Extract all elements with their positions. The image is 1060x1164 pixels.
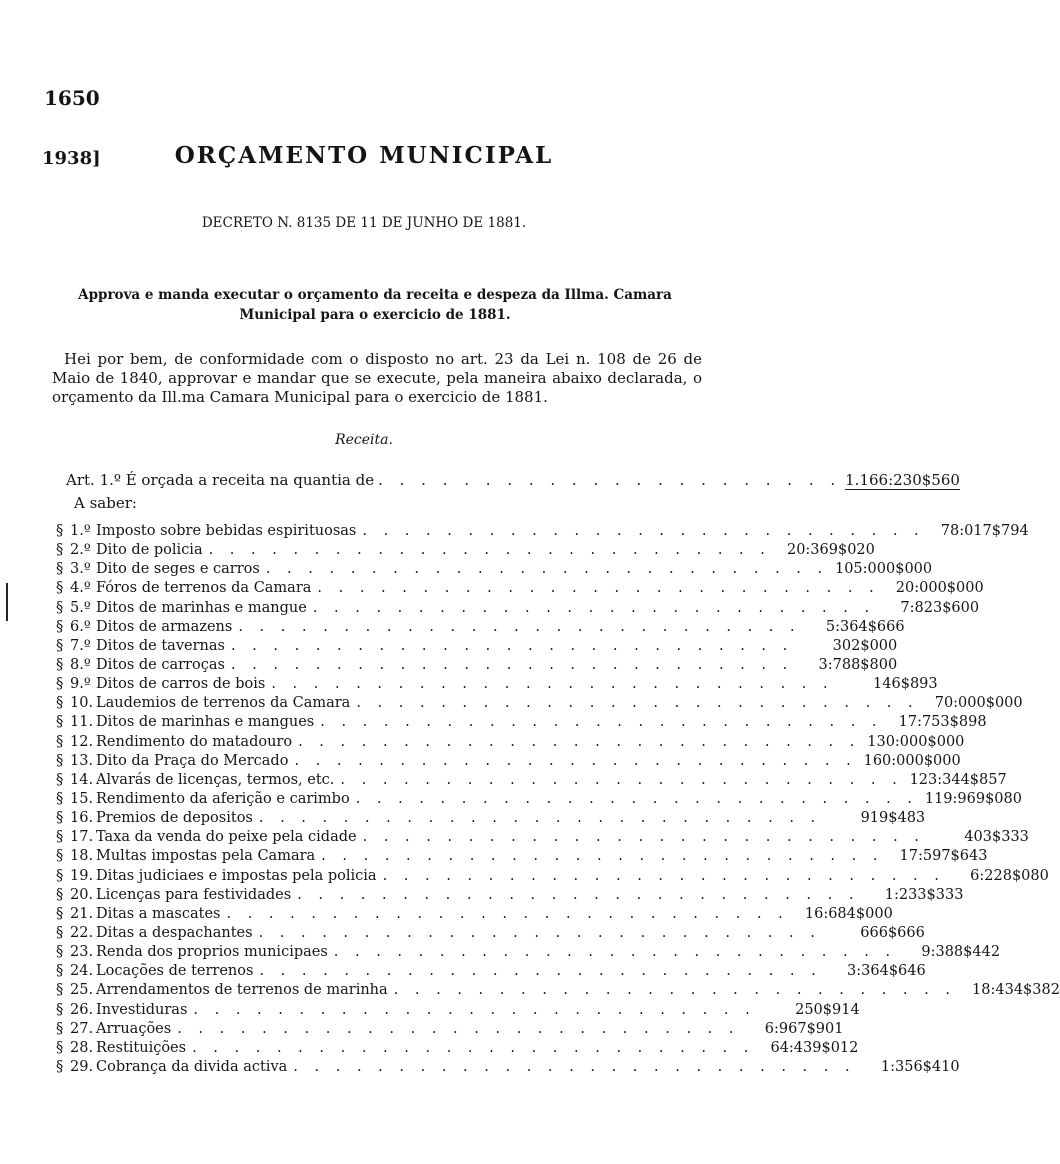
leader-dots: . . . . . . . . . . . . . . . . . . . . . . . . . . . — [265, 561, 829, 578]
section-sign-icon: § — [56, 1001, 64, 1018]
item-number: 23. — [70, 944, 94, 961]
revenue-item-row — [56, 886, 964, 905]
item-label: Multas impostas pela Camara — [96, 848, 316, 865]
revenue-item-row — [56, 1001, 860, 1020]
item-number: 22. — [70, 924, 94, 941]
item-value: 919$483 — [860, 810, 926, 827]
item-number: 12. — [70, 733, 94, 750]
item-number: 18. — [70, 848, 94, 865]
item-value: 9:388$442 — [921, 944, 1001, 961]
decree-heading: DECRETO N. 8135 DE 11 DE JUNHO DE 1881. — [201, 215, 527, 231]
section-sign-icon: § — [56, 599, 64, 616]
revenue-item-row — [56, 522, 1029, 541]
item-number: 25. — [70, 982, 94, 999]
item-label: Restituições — [96, 1039, 187, 1056]
item-number: 21. — [70, 905, 94, 922]
revenue-item-row — [56, 599, 980, 618]
section-sign-icon: § — [56, 542, 64, 559]
revenue-item-row — [56, 847, 988, 866]
item-number: 9.º — [70, 676, 91, 693]
section-sign-icon: § — [56, 656, 64, 673]
leader-dots: . . . . . . . . . . . . . . . . . . . . . . . . . . . — [362, 829, 925, 846]
item-label: Alvarás de licenças, termos, etc. — [96, 771, 335, 788]
leader-dots: . . . . . . . . . . . . . . . . . . . . . . . . . . . — [230, 637, 794, 654]
item-value: 70:000$000 — [934, 695, 1023, 712]
item-number: 20. — [70, 886, 94, 903]
leader-dots: . . . . . . . . . . . . . . . . . . . . . . . . . . . — [312, 599, 876, 616]
section-title: Receita. — [335, 432, 393, 448]
section-sign-icon: § — [56, 561, 64, 578]
item-value: 7:823$600 — [900, 599, 980, 616]
item-label: Ditos de armazens — [96, 618, 233, 635]
section-sign-icon: § — [56, 1058, 64, 1075]
item-value: 666$666 — [860, 924, 925, 941]
revenue-item-row — [56, 618, 905, 637]
section-sign-icon: § — [56, 944, 64, 961]
revenue-item-row — [56, 1020, 844, 1039]
revenue-item-row — [56, 809, 926, 828]
leader-dots: . . . . . . . . . . . . . . . . . . . . . . . . . . . — [230, 656, 794, 673]
leader-dots: . . . . . . . . . . . . . . . . . . . . . . . . . . . — [382, 867, 945, 884]
item-value: 130:000$000 — [867, 733, 965, 750]
leader-dots: . . . . . . . . . . . . . . . . . . . . . . . . . . . — [317, 580, 880, 597]
item-label: Dito da Praça do Mercado — [96, 752, 289, 769]
section-sign-icon: § — [56, 523, 64, 539]
item-number: 4.º — [70, 580, 91, 597]
section-sign-icon: § — [56, 982, 64, 999]
revenue-item-row — [56, 943, 1001, 962]
leader-dots: . . . . . . . . . . . . . . . . . . . . . . . . . . . — [177, 1020, 740, 1037]
page-number: 1650 — [44, 86, 100, 110]
section-sign-icon: § — [56, 637, 64, 654]
item-number: 28. — [70, 1039, 94, 1056]
item-number: 16. — [70, 810, 94, 827]
item-label: Ditos de tavernas — [96, 637, 225, 654]
item-value: 123:344$857 — [909, 771, 1007, 788]
item-number: 26. — [70, 1001, 94, 1018]
section-sign-icon: § — [56, 695, 64, 712]
item-value: 1:233$333 — [884, 886, 964, 903]
section-sign-icon: § — [56, 771, 64, 788]
revenue-item-row — [56, 656, 898, 675]
item-value: 3:788$800 — [818, 656, 898, 673]
item-number: 27. — [70, 1020, 94, 1037]
item-label: Ditos de carros de bois — [96, 676, 266, 693]
section-sign-icon: § — [56, 752, 64, 769]
leader-dots: . . . . . . . . . . . . . . . . . . . . . . . . . . . — [297, 886, 860, 903]
revenue-item-row — [56, 924, 925, 943]
item-number: 17. — [70, 829, 94, 846]
item-number: 13. — [70, 752, 94, 769]
section-sign-icon: § — [56, 905, 64, 922]
item-label: Ditos de carroças — [96, 656, 225, 673]
article-1-total: 1.166:230$560 — [845, 471, 960, 489]
section-sign-icon: § — [56, 1020, 64, 1037]
leader-dots: . . . . . . . . . . . . . . . . . . . . . . . . . . . — [321, 848, 884, 865]
decree-summary: Approva e manda executar o orçamento da receita e despeza da Illma. Camara Municipal para o exercicio de 1881. — [78, 287, 672, 323]
revenue-item-row — [56, 905, 893, 924]
revenue-item-row — [56, 733, 965, 752]
item-value: 5:364$666 — [825, 618, 905, 635]
item-value: 16:684$000 — [804, 905, 893, 922]
revenue-item-row — [56, 694, 1023, 713]
item-number: 19. — [70, 867, 94, 884]
section-sign-icon: § — [56, 810, 64, 827]
item-value: 1:356$410 — [880, 1058, 960, 1075]
article-1-row — [66, 471, 960, 490]
item-label: Renda dos proprios municipaes — [96, 944, 328, 961]
section-sign-icon: § — [56, 848, 64, 865]
leader-dots: . . . . . . . . . . . . . . . . . . . . . . . . . . . — [271, 676, 834, 693]
item-value: 3:364$646 — [847, 963, 926, 980]
item-value: 6:967$901 — [764, 1020, 844, 1037]
section-sign-icon: § — [56, 963, 64, 980]
section-sign-icon: § — [56, 676, 64, 693]
item-value: 20:000$000 — [895, 580, 984, 597]
item-value: 17:597$643 — [899, 848, 988, 865]
leader-dots: . . . . . . . . . . . . . . . . . . . . . . . . . . . — [393, 982, 956, 999]
leader-dots: . . . . . . . . . . . . . . . . . . . . . . . . . . . — [356, 695, 919, 712]
item-number: 1.º — [70, 523, 91, 539]
revenue-item-row — [56, 560, 933, 579]
leader-dots: . . . . . . . . . . . . . . . . . . . . . . . . . . . — [320, 714, 883, 731]
year-marker: 1938] — [42, 148, 101, 169]
page-title: ORÇAMENTO MUNICIPAL — [174, 142, 554, 169]
leader-dots: . . . . . . . . . . . . . . . . . . . . . . . . . . . — [294, 752, 857, 769]
leader-dots: . . . . . . . . . . . . . . . . . . . . . . . . . . . — [238, 618, 801, 635]
leader-dots: . . . . . . . . . . . . . . . . . . . . . . — [378, 471, 842, 489]
section-sign-icon: § — [56, 580, 64, 597]
item-label: Ditas judiciaes e impostas pela policia — [96, 867, 377, 884]
item-label: Rendimento da aferição e carimbo — [96, 790, 350, 807]
leader-dots: . . . . . . . . . . . . . . . . . . . . . . . . . . . — [293, 1058, 856, 1075]
item-label: Premios de depositos — [96, 810, 253, 827]
item-label: Locações de terrenos — [96, 963, 254, 980]
item-value: 105:000$000 — [834, 561, 933, 578]
item-label: Ditos de marinhas e mangue — [96, 599, 307, 616]
item-number: 2.º — [70, 542, 91, 559]
leader-dots: . . . . . . . . . . . . . . . . . . . . . . . . . . . — [340, 771, 903, 788]
intro-paragraph: Hei por bem, de conformidade com o disposto no art. 23 da Lei n. 108 de 26 de Maio de 1840, approvar e mandar que se execute, pela maneira abaixo declarada, o orçamento da Ill.ma Camara Municipal para o exercicio de 1881. — [52, 350, 702, 406]
item-label: Ditas a mascates — [96, 905, 221, 922]
item-number: 5.º — [70, 599, 91, 616]
section-sign-icon: § — [56, 829, 64, 846]
item-label: Arruações — [96, 1020, 172, 1037]
item-label: Laudemios de terrenos da Camara — [96, 695, 351, 712]
section-sign-icon: § — [56, 886, 64, 903]
leader-dots: . . . . . . . . . . . . . . . . . . . . . . . . . . . — [362, 523, 925, 539]
leader-dots: . . . . . . . . . . . . . . . . . . . . . . . . . . . — [298, 733, 861, 750]
section-sign-icon: § — [56, 1039, 64, 1056]
article-1-label: Art. 1.º É orçada a receita na quantia de — [66, 471, 375, 489]
revenue-item-row — [56, 752, 961, 771]
revenue-item-row — [56, 713, 987, 732]
leader-dots: . . . . . . . . . . . . . . . . . . . . . . . . . . . — [258, 810, 822, 827]
item-number: 29. — [70, 1058, 94, 1075]
section-sign-icon: § — [56, 924, 64, 941]
revenue-item-row — [56, 1058, 960, 1077]
revenue-item-row — [56, 771, 1007, 790]
item-number: 15. — [70, 790, 94, 807]
item-number: 11. — [70, 714, 94, 731]
item-label: Taxa da venda do peixe pela cidade — [96, 829, 357, 846]
leader-dots: . . . . . . . . . . . . . . . . . . . . . . . . . . . — [208, 542, 771, 559]
leader-dots: . . . . . . . . . . . . . . . . . . . . . . . . . . . — [258, 924, 821, 941]
item-label: Ditos de marinhas e mangues — [96, 714, 315, 731]
item-value: 18:434$382 — [972, 982, 1060, 999]
item-label: Dito de policia — [96, 542, 203, 559]
revenue-item-row — [56, 790, 1022, 809]
item-label: Rendimento do matadouro — [96, 733, 293, 750]
item-number: 7.º — [70, 637, 91, 654]
revenue-item-row — [56, 867, 1049, 886]
revenue-item-row — [56, 637, 898, 656]
revenue-list — [56, 522, 1060, 1077]
revenue-item-row — [56, 675, 938, 694]
section-sign-icon: § — [56, 790, 64, 807]
item-label: Ditas a despachantes — [96, 924, 253, 941]
margin-mark — [6, 583, 8, 621]
item-value: 403$333 — [964, 829, 1029, 846]
a-saber-label: A saber: — [74, 494, 137, 512]
item-number: 6.º — [70, 618, 91, 635]
leader-dots: . . . . . . . . . . . . . . . . . . . . . . . . . . . — [192, 1039, 755, 1056]
item-value: 146$893 — [873, 676, 938, 693]
item-value: 20:369$020 — [786, 542, 875, 559]
item-number: 10. — [70, 695, 94, 712]
leader-dots: . . . . . . . . . . . . . . . . . . . . . . . . . . . — [226, 905, 789, 922]
item-value: 17:753$898 — [898, 714, 987, 731]
item-number: 24. — [70, 963, 94, 980]
leader-dots: . . . . . . . . . . . . . . . . . . . . . . . . . . . — [333, 944, 897, 961]
leader-dots: . . . . . . . . . . . . . . . . . . . . . . . . . . . — [193, 1001, 756, 1018]
item-value: 78:017$794 — [940, 523, 1029, 539]
revenue-item-row — [56, 579, 984, 598]
item-label: Investiduras — [96, 1001, 188, 1018]
revenue-item-row — [56, 981, 1060, 1000]
item-value: 6:228$080 — [970, 867, 1049, 884]
item-value: 160:000$000 — [863, 752, 961, 769]
item-number: 3.º — [70, 561, 91, 578]
item-value: 302$000 — [832, 637, 898, 654]
item-value: 250$914 — [795, 1001, 860, 1018]
section-sign-icon: § — [56, 867, 64, 884]
item-label: Licenças para festividades — [96, 886, 292, 903]
item-label: Arrendamentos de terrenos de marinha — [96, 982, 388, 999]
section-sign-icon: § — [56, 714, 64, 731]
item-value: 119:969$080 — [924, 790, 1022, 807]
item-number: 14. — [70, 771, 94, 788]
item-label: Cobrança da divida activa — [96, 1058, 288, 1075]
section-sign-icon: § — [56, 733, 64, 750]
leader-dots: . . . . . . . . . . . . . . . . . . . . . . . . . . . — [355, 790, 918, 807]
item-label: Imposto sobre bebidas espirituosas — [96, 523, 357, 539]
revenue-item-row — [56, 962, 926, 981]
section-sign-icon: § — [56, 618, 64, 635]
revenue-item-row — [56, 828, 1029, 847]
item-number: 8.º — [70, 656, 91, 673]
item-label: Fóros de terrenos da Camara — [96, 580, 312, 597]
revenue-item-row — [56, 541, 875, 560]
item-label: Dito de seges e carros — [96, 561, 260, 578]
revenue-item-row — [56, 1039, 859, 1058]
leader-dots: . . . . . . . . . . . . . . . . . . . . . . . . . . . — [259, 963, 822, 980]
item-value: 64:439$012 — [770, 1039, 859, 1056]
